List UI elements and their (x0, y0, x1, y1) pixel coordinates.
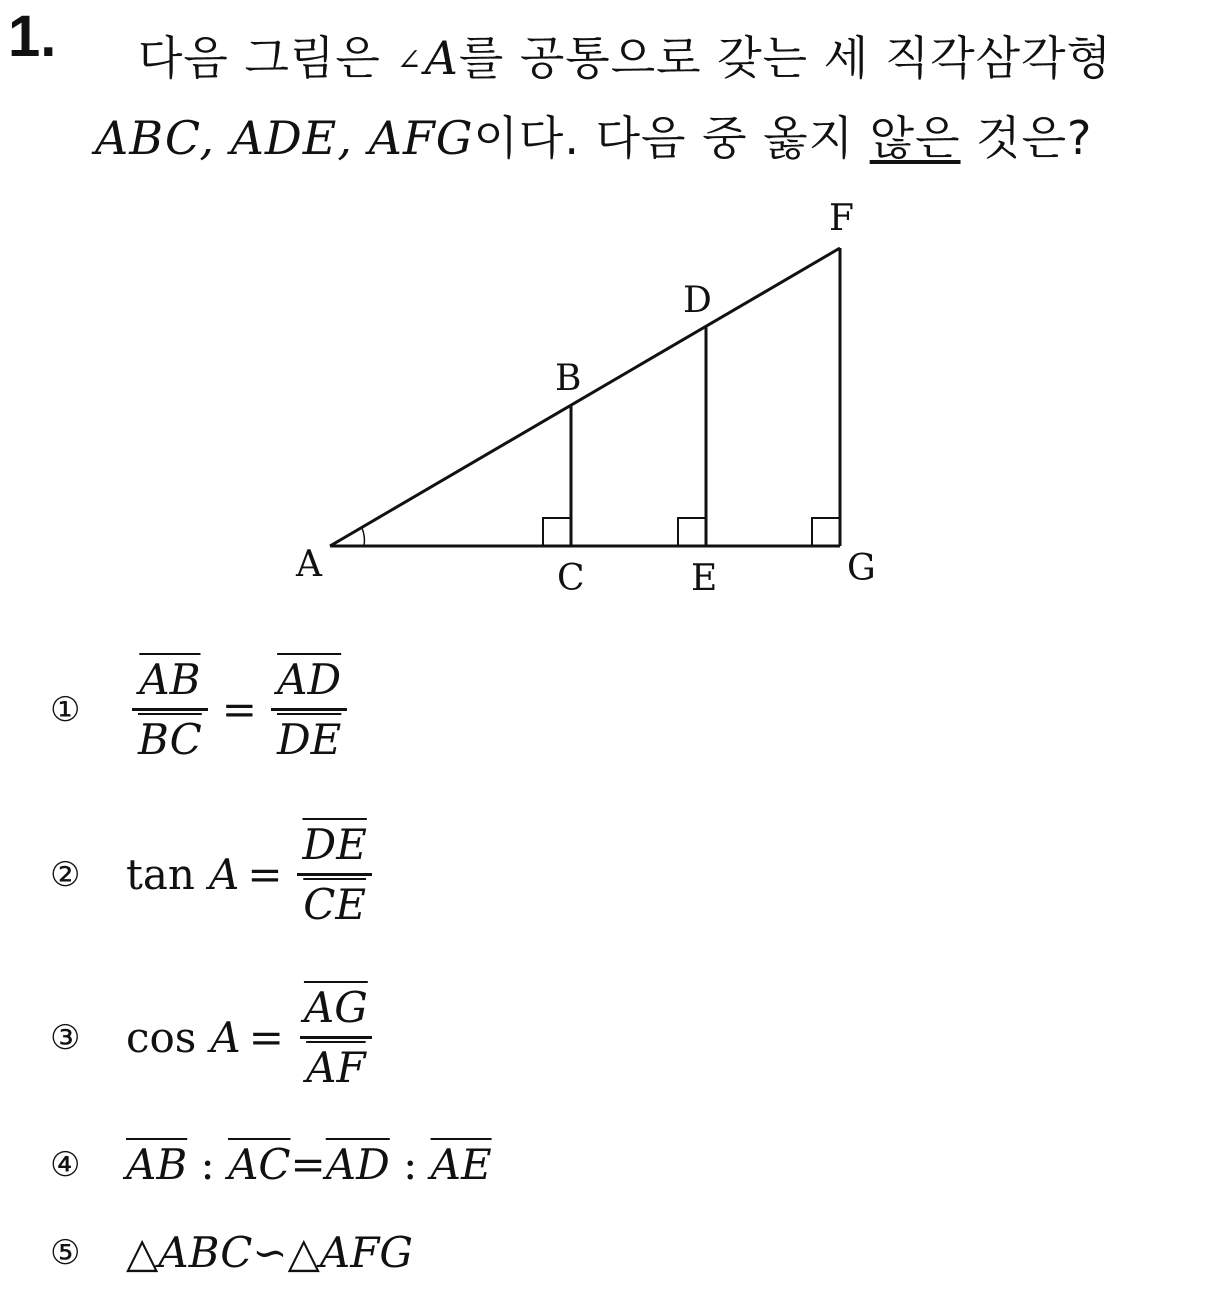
fraction (271, 655, 347, 764)
denominator: BC (132, 708, 208, 764)
angle-variable: A (424, 31, 459, 85)
fraction (132, 655, 208, 764)
underlined-word: 않은 (869, 111, 961, 165)
equals-sign: = (247, 850, 283, 899)
right-angle-mark-E (678, 518, 706, 546)
numerator: $\overline{AD}$ (277, 655, 342, 704)
hypotenuse-AF (330, 248, 840, 546)
label-C: C (557, 558, 585, 599)
triangle-AFG: △AFG (287, 1228, 413, 1277)
label-A: A (296, 544, 322, 585)
segment: $\overline{AC}$ (228, 1140, 291, 1189)
numerator: $\overline{DE}$ (302, 820, 367, 869)
function-name: tan (126, 850, 195, 899)
equals-sign: = (248, 1013, 284, 1062)
function-name: cos (126, 1013, 197, 1062)
option-expression (126, 820, 379, 929)
equals-sign: = (290, 1140, 326, 1189)
option-marker: ② (50, 854, 81, 895)
option-expression (126, 1228, 413, 1277)
numerator: $\overline{AB}$ (139, 655, 201, 704)
ratio-colon: : (389, 1140, 431, 1189)
segment: $\overline{AD}$ (325, 1140, 390, 1189)
question-stem-line2 (95, 102, 1092, 168)
stem-text: 것은? (960, 111, 1093, 165)
stem-text: 이다. 다음 중 옳지 (473, 111, 870, 165)
option-expression (126, 655, 353, 764)
label-F: F (829, 198, 854, 239)
label-B: B (555, 358, 582, 399)
numerator: $\overline{AG}$ (303, 983, 368, 1032)
triangle-figure (280, 190, 920, 610)
right-angle-mark-G (812, 518, 840, 546)
fraction (298, 983, 374, 1092)
variable: A (210, 1013, 241, 1062)
angle-mark-A (362, 528, 364, 546)
label-G: G (847, 548, 876, 589)
option-marker: ⑤ (50, 1232, 81, 1273)
denominator: AF (300, 1036, 371, 1092)
equals-sign: = (221, 685, 257, 734)
option-marker: ③ (50, 1017, 81, 1058)
angle-symbol: ∠ (396, 43, 423, 78)
right-angle-mark-C (543, 518, 571, 546)
fraction (297, 820, 373, 929)
ratio-colon: : (187, 1140, 229, 1189)
option-3[interactable] (50, 983, 380, 1092)
label-D: D (683, 280, 712, 321)
similar-symbol: ∽ (252, 1228, 288, 1277)
option-expression (126, 983, 380, 1092)
denominator: CE (297, 873, 372, 929)
triangle-names: ABC, ADE, AFG (95, 111, 474, 165)
segment: $\overline{AB}$ (126, 1140, 188, 1189)
option-marker: ① (50, 689, 81, 730)
question-number: 1. (8, 4, 57, 69)
label-E: E (691, 558, 718, 599)
option-1[interactable] (50, 655, 353, 764)
option-marker: ④ (50, 1144, 81, 1185)
option-2[interactable] (50, 820, 379, 929)
segment: $\overline{AE}$ (430, 1140, 492, 1189)
option-5[interactable] (50, 1228, 413, 1277)
triangle-ABC: △ABC (126, 1228, 253, 1277)
variable: A (208, 850, 240, 899)
stem-text: 를 공통으로 갖는 세 직각삼각형 (458, 31, 1112, 85)
option-4[interactable] (50, 1140, 492, 1189)
option-expression (126, 1140, 492, 1189)
stem-text: 다음 그림은 (138, 31, 397, 85)
denominator: DE (271, 708, 347, 764)
question-stem-line1 (138, 22, 1112, 88)
